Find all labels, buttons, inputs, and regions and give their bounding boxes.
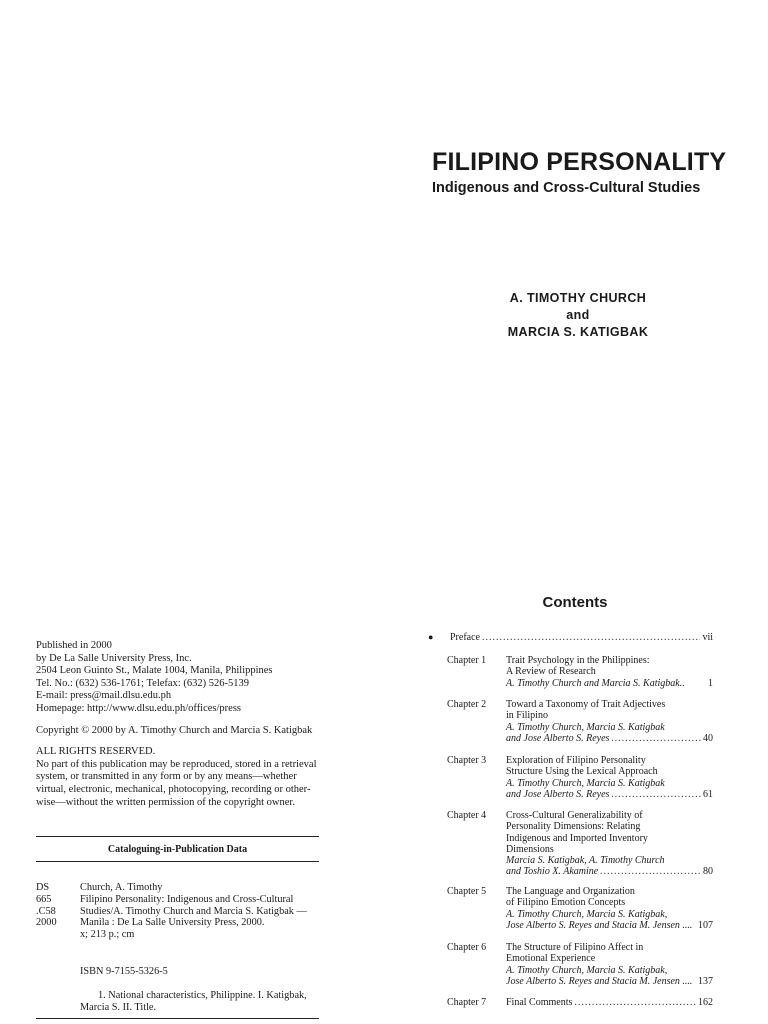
- cip-subjects: [80, 990, 330, 1014]
- chapter-title: Cross-Cultural Generalizability of: [506, 810, 643, 821]
- toc-page: 40: [703, 732, 713, 744]
- book-subtitle: Indigenous and Cross-Cultural Studies: [432, 180, 701, 196]
- chapter-number: Chapter 7: [447, 997, 487, 1008]
- rights-line: wise—without the written permission of the copyright owner.: [36, 796, 295, 808]
- toc-page: 1: [708, 677, 713, 689]
- cip-text: x; 213 p.; cm: [80, 929, 135, 941]
- chapter-authors: A. Timothy Church, Marcia S. Katigbak,: [506, 908, 668, 920]
- publisher-info: [36, 640, 336, 809]
- cip-subject-line: 1. National characteristics, Philippine. I. Katigbak,: [98, 990, 307, 1001]
- rights-line: virtual, electronic, mechanical, photocopying, recording or other-: [36, 783, 311, 795]
- cip-text: Manila : De La Salle University Press, 2000.: [80, 917, 265, 929]
- cip-row: [36, 882, 326, 894]
- chapter-number: Chapter 6: [447, 942, 487, 953]
- cip-code: 2000: [36, 917, 57, 929]
- cip-text: Filipino Personality: Indigenous and Cross-Cultural: [80, 893, 294, 905]
- cip-text: Church, A. Timothy: [80, 882, 163, 893]
- chapter-number: Chapter 1: [447, 655, 487, 666]
- toc-preface-label: Preface: [450, 632, 480, 643]
- cip-row: [36, 894, 326, 906]
- toc-page: vii: [702, 632, 713, 643]
- rights-heading: ALL RIGHTS RESERVED.: [36, 746, 156, 758]
- chapter-title: The Structure of Filipino Affect in: [506, 942, 644, 953]
- chapter-title: Indigenous and Imported Inventory: [506, 832, 648, 844]
- author-second: MARCIA S. KATIGBAK: [507, 325, 649, 339]
- publisher-line: 2504 Leon Guinto St., Malate 1004, Manila, Philippines: [36, 665, 273, 677]
- cip-header: Cataloguing-in-Publication Data: [107, 844, 248, 855]
- cip-code: 665: [36, 893, 52, 905]
- contents-heading: Contents: [542, 594, 608, 611]
- chapter-title: Dimensions: [506, 843, 554, 855]
- chapter-number: Chapter 2: [447, 699, 487, 710]
- chapter-title: of Filipino Emotion Concepts: [506, 897, 626, 909]
- rights-line: No part of this publication may be reproduced, stored in a retrieval: [36, 758, 317, 770]
- author-first: A. TIMOTHY CHURCH: [509, 291, 647, 305]
- toc-page: 107: [698, 919, 713, 931]
- publisher-line: Published in 2000: [36, 640, 112, 651]
- chapter-authors: and Toshio X. Akamine: [506, 866, 599, 878]
- author-block: [488, 290, 668, 341]
- cip-subject-line: Marcia S. II. Title.: [80, 1001, 157, 1013]
- chapter-title: Personality Dimensions: Relating: [506, 821, 641, 833]
- chapter-authors: Jose Alberto S. Reyes and Stacia M. Jensen ....: [506, 975, 693, 987]
- chapter-title: Exploration of Filipino Personality: [506, 755, 646, 766]
- cip-text: Studies/A. Timothy Church and Marcia S. Katigbak —: [80, 905, 307, 917]
- chapter-authors: Marcia S. Katigbak, A. Timothy Church: [506, 855, 665, 867]
- chapter-authors: Jose Alberto S. Reyes and Stacia M. Jensen ....: [506, 919, 693, 931]
- chapter-number: Chapter 4: [447, 810, 487, 821]
- chapter-title: in Filipino: [506, 710, 548, 722]
- toc-page: 137: [698, 975, 713, 987]
- leader-dots: [574, 997, 696, 1008]
- book-title: FILIPINO PERSONALITY: [432, 148, 727, 176]
- cip-row: [36, 917, 326, 929]
- cip-row: [36, 929, 326, 941]
- chapter-title: Final Comments: [506, 997, 573, 1008]
- leader-dots: [482, 632, 700, 643]
- chapter-title: Toward a Taxonomy of Trait Adjectives: [506, 699, 666, 710]
- cip-code: [36, 929, 80, 941]
- chapter-number: Chapter 5: [447, 886, 487, 897]
- cip-row: [36, 906, 326, 918]
- chapter-authors: A. Timothy Church and Marcia S. Katigbak..: [506, 677, 685, 689]
- toc-page: 61: [703, 788, 713, 800]
- cip-code: .C58: [36, 905, 56, 917]
- cip-code: DS: [36, 882, 50, 893]
- leader-dots: [611, 789, 701, 800]
- toc-page: 80: [703, 866, 713, 878]
- author-conjunction: and: [566, 308, 590, 322]
- cip-rule-mid: [36, 861, 319, 862]
- chapter-authors: A. Timothy Church, Marcia S. Katigbak,: [506, 964, 668, 976]
- publisher-homepage: Homepage: http://www.dlsu.edu.ph/offices/press: [36, 702, 242, 714]
- publisher-line: by De La Salle University Press, Inc.: [36, 652, 192, 664]
- cip-rule-bottom: [36, 1018, 319, 1019]
- chapter-title: The Language and Organization: [506, 886, 635, 897]
- leader-dots: [600, 866, 701, 877]
- chapter-title: Trait Psychology in the Philippines:: [506, 655, 650, 666]
- copyright-notice: Copyright © 2000 by A. Timothy Church and Marcia S. Katigbak: [36, 724, 313, 736]
- leader-dots: [611, 733, 701, 744]
- chapter-authors: A. Timothy Church, Marcia S. Katigbak: [506, 721, 665, 733]
- toc-page: 162: [698, 997, 713, 1008]
- chapter-title: A Review of Research: [506, 666, 596, 678]
- title-block: [432, 146, 752, 196]
- rights-line: system, or transmitted in any form or by any means—whether: [36, 771, 297, 783]
- chapter-title: Emotional Experience: [506, 953, 596, 965]
- cip-body: [36, 882, 326, 941]
- cip-rule-top: [36, 836, 319, 837]
- publisher-line: Tel. No.: (632) 536-1761; Telefax: (632) 526-5139: [36, 677, 249, 689]
- chapter-title: Structure Using the Lexical Approach: [506, 766, 658, 778]
- publisher-email: E-mail: press@mail.dlsu.edu.ph: [36, 690, 172, 702]
- bullet-icon: ●: [428, 632, 434, 642]
- chapter-number: Chapter 3: [447, 755, 487, 766]
- cip-isbn: ISBN 9-7155-5326-5: [80, 966, 168, 977]
- chapter-authors: and Jose Alberto S. Reyes: [506, 788, 610, 800]
- chapter-authors: A. Timothy Church, Marcia S. Katigbak: [506, 777, 665, 789]
- chapter-authors: and Jose Alberto S. Reyes: [506, 732, 610, 744]
